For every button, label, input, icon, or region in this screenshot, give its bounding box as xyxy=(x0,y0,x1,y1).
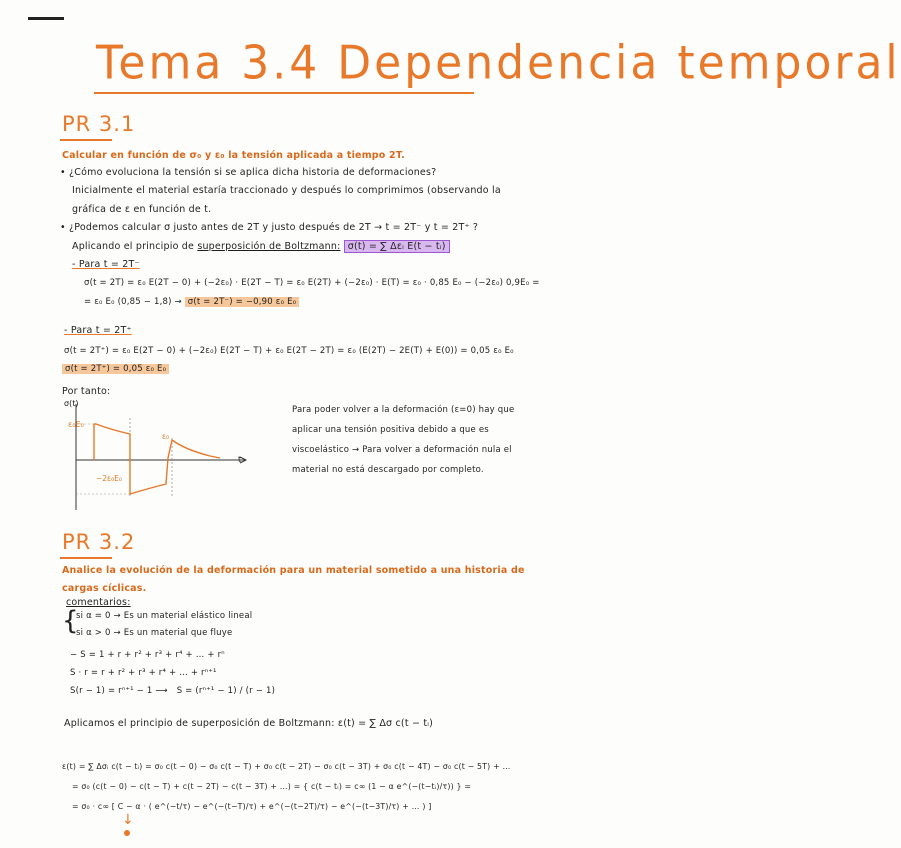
page-title: Tema 3.4 Dependencia temporal xyxy=(96,36,901,91)
case1-label: - Para t = 2T⁻ xyxy=(72,259,140,270)
strain-equation-3: = σ₀ · c∞ [ C − α · ( e^(−t/τ) − e^(−(t−T)/τ) + e^(−(t−2T)/τ) − e^(−(t−3T)/τ) + … ) ] xyxy=(72,802,432,811)
graph-mid-label: ε₀ xyxy=(162,432,170,441)
pr31-answer-2-underlined: superposición de Boltzmann: xyxy=(197,241,341,252)
comment-1: si α = 0 → Es un material elástico lineal xyxy=(76,611,253,621)
series-line-2: S · r = r + r² + r³ + r⁴ + … + rⁿ⁺¹ xyxy=(70,668,217,678)
side-note-line: viscoelástico → Para volver a deformación nula el xyxy=(292,445,512,455)
down-arrow-icon: ↓ xyxy=(122,812,134,828)
case1-result: σ(t = 2T⁻) = −0,90 ε₀ E₀ xyxy=(185,297,300,307)
case2-equation-1: σ(t = 2T⁺) = ε₀ E(2T − 0) + (−2ε₀) E(2T − T) + ε₀ E(2T − 2T) = ε₀ (E(2T) − 2E(T) + E(0)) = 0,05 ε₀ E₀ xyxy=(64,346,514,356)
therefore-label: Por tanto: xyxy=(62,386,111,397)
series-line-1: − S = 1 + r + r² + r³ + r⁴ + … + rⁿ xyxy=(70,650,225,660)
pr32-statement-line-2: cargas cíclicas. xyxy=(62,583,147,594)
title-underline xyxy=(94,92,474,94)
comments-label: comentarios: xyxy=(66,597,131,608)
case1-equation-2 xyxy=(84,297,299,307)
case1-equation-2-text: = ε₀ E₀ (0,85 − 1,8) → xyxy=(84,297,182,307)
comment-2: si α > 0 → Es un material que fluye xyxy=(76,628,233,638)
strain-equation-2: = σ₀ (c(t − 0) − c(t − T) + c(t − 2T) − c(t − 3T) + …) = { c(t − tᵢ) = c∞ (1 − α e^(−(t−tᵢ)/τ)) } = xyxy=(72,782,472,791)
header-dash xyxy=(28,17,64,20)
pr31-answer-1-line-1: Inicialmente el material estaría traccionado y después lo comprimimos (observando la xyxy=(72,185,501,196)
side-note-line: material no está descargado por completo. xyxy=(292,465,484,475)
pr31-heading: PR 3.1 xyxy=(62,112,136,136)
graph-ytick-bottom: −2ε₀E₀ xyxy=(96,474,122,483)
case1-equation-1: σ(t = 2T) = ε₀ E(2T − 0) + (−2ε₀) · E(2T − T) = ε₀ E(2T) + (−2ε₀) · E(T) = ε₀ · 0,85 E₀ − (−2ε₀) 0,9E₀ = xyxy=(84,278,540,288)
pr31-answer-2 xyxy=(72,241,450,252)
case2-label: - Para t = 2T⁺ xyxy=(64,325,132,336)
side-note xyxy=(292,400,514,480)
graph-stress-curve xyxy=(94,424,220,494)
pr31-question-1: • ¿Cómo evoluciona la tensión si se aplica dicha historia de deformaciones? xyxy=(60,167,437,178)
pr31-answer-1-line-2: gráfica de ε en función de t. xyxy=(72,204,212,215)
strain-equation-1: ε(t) = ∑ Δσᵢ c(t − tᵢ) = σ₀ c(t − 0) − σ₀ c(t − T) + σ₀ c(t − 2T) − σ₀ c(t − 3T) + σ₀ c(t − 4T) − σ₀ c(t − 5T) + … xyxy=(62,762,511,771)
comments-brace: { xyxy=(62,606,79,636)
pr31-question-2: • ¿Podemos calcular σ justo antes de 2T y justo después de 2T → t = 2T⁻ y t = 2T⁺ ? xyxy=(60,222,479,233)
pr32-heading: PR 3.2 xyxy=(62,530,136,554)
graph-xlabel: t xyxy=(238,455,242,464)
pr31-answer-2-prefix: Aplicando el principio de xyxy=(72,241,195,252)
boltzmann-statement: Aplicamos el principio de superposición de Boltzmann: ε(t) = ∑ Δσ c(t − tᵢ) xyxy=(64,718,434,729)
dot-icon xyxy=(124,830,130,836)
series-line-3-right: S = (rⁿ⁺¹ − 1) / (r − 1) xyxy=(176,686,276,696)
side-note-line: aplicar una tensión positiva debido a que es xyxy=(292,425,489,435)
case2-result: σ(t = 2T⁺) = 0,05 ε₀ E₀ xyxy=(62,364,169,374)
pr31-heading-underline xyxy=(60,139,112,141)
graph-ytick-top: ε₀E₀ xyxy=(68,420,84,429)
boltzmann-formula: σ(t) = ∑ Δεᵢ E(t − tᵢ) xyxy=(344,240,450,253)
pr31-statement: Calcular en función de σ₀ y ε₀ la tensión aplicada a tiempo 2T. xyxy=(62,150,405,161)
series-line-3 xyxy=(70,686,275,696)
stress-time-graph xyxy=(60,398,260,513)
pr32-statement-line-1: Analice la evolución de la deformación para un material sometido a una historia de xyxy=(62,565,525,576)
graph-ylabel: σ(t) xyxy=(64,399,79,408)
side-note-line: Para poder volver a la deformación (ε=0) hay que xyxy=(292,405,515,415)
pr32-heading-underline xyxy=(60,557,112,559)
series-line-3-left: S(r − 1) = rⁿ⁺¹ − 1 ⟶ xyxy=(70,686,168,696)
